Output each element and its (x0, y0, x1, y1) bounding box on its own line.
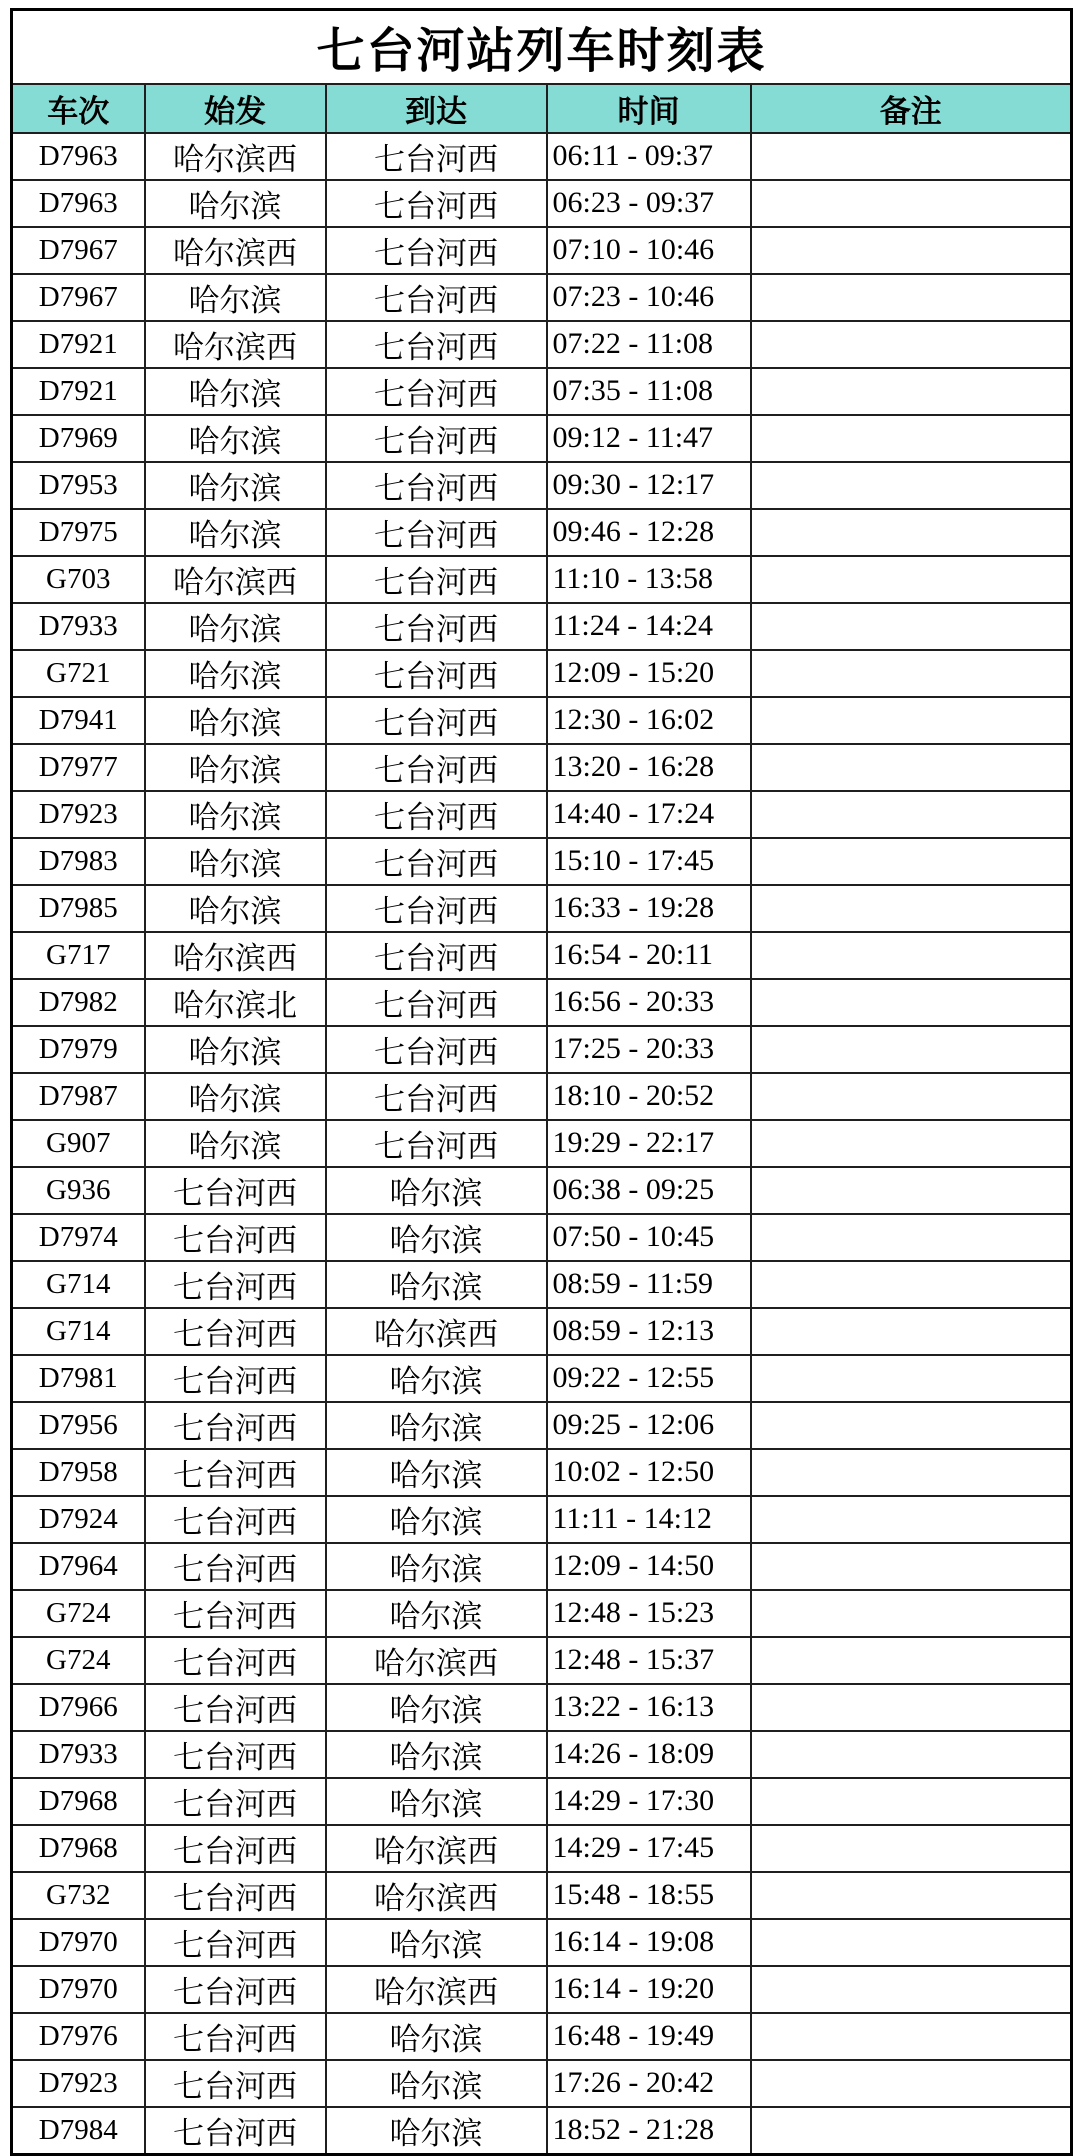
origin-station-cell: 哈尔滨 (145, 1026, 326, 1073)
origin-station-cell: 七台河西 (145, 1966, 326, 2013)
col-header-remark: 备注 (751, 84, 1072, 133)
time-range-cell: 16:33 - 19:28 (547, 885, 751, 932)
origin-station-cell: 七台河西 (145, 1872, 326, 1919)
table-row (12, 462, 1072, 509)
arrival-station-cell: 七台河西 (326, 180, 547, 227)
time-range-cell: 14:29 - 17:45 (547, 1825, 751, 1872)
table-row (12, 1872, 1072, 1919)
table-row (12, 791, 1072, 838)
time-range-cell: 17:26 - 20:42 (547, 2060, 751, 2107)
time-range-cell: 11:10 - 13:58 (547, 556, 751, 603)
time-range-cell: 14:40 - 17:24 (547, 791, 751, 838)
arrival-station-cell: 七台河西 (326, 509, 547, 556)
origin-station-cell: 七台河西 (145, 2107, 326, 2155)
origin-station-cell: 哈尔滨西 (145, 133, 326, 180)
train-number-cell: D7981 (12, 1355, 145, 1402)
time-range-cell: 09:22 - 12:55 (547, 1355, 751, 1402)
arrival-station-cell: 七台河西 (326, 1073, 547, 1120)
table-row (12, 1684, 1072, 1731)
table-row (12, 650, 1072, 697)
origin-station-cell: 哈尔滨西 (145, 321, 326, 368)
origin-station-cell: 哈尔滨西 (145, 556, 326, 603)
train-number-cell: D7969 (12, 415, 145, 462)
train-number-cell: G714 (12, 1308, 145, 1355)
origin-station-cell: 七台河西 (145, 1684, 326, 1731)
train-number-cell: G936 (12, 1167, 145, 1214)
arrival-station-cell: 七台河西 (326, 133, 547, 180)
remark-cell (751, 1402, 1072, 1449)
time-range-cell: 07:23 - 10:46 (547, 274, 751, 321)
arrival-station-cell: 哈尔滨 (326, 1402, 547, 1449)
arrival-station-cell: 哈尔滨西 (326, 1825, 547, 1872)
time-range-cell: 13:22 - 16:13 (547, 1684, 751, 1731)
time-range-cell: 10:02 - 12:50 (547, 1449, 751, 1496)
train-number-cell: D7967 (12, 274, 145, 321)
remark-cell (751, 1919, 1072, 1966)
train-number-cell: D7976 (12, 2013, 145, 2060)
remark-cell (751, 697, 1072, 744)
arrival-station-cell: 哈尔滨西 (326, 1637, 547, 1684)
remark-cell (751, 509, 1072, 556)
time-range-cell: 12:09 - 14:50 (547, 1543, 751, 1590)
table-row (12, 603, 1072, 650)
remark-cell (751, 1026, 1072, 1073)
time-range-cell: 16:14 - 19:08 (547, 1919, 751, 1966)
origin-station-cell: 七台河西 (145, 1449, 326, 1496)
remark-cell (751, 1214, 1072, 1261)
table-row (12, 180, 1072, 227)
table-row (12, 415, 1072, 462)
remark-cell (751, 133, 1072, 180)
remark-cell (751, 274, 1072, 321)
arrival-station-cell: 七台河西 (326, 227, 547, 274)
table-header-row (12, 84, 1072, 133)
train-number-cell: D7953 (12, 462, 145, 509)
train-number-cell: D7982 (12, 979, 145, 1026)
train-number-cell: D7963 (12, 180, 145, 227)
arrival-station-cell: 七台河西 (326, 791, 547, 838)
train-number-cell: D7963 (12, 133, 145, 180)
table-row (12, 1778, 1072, 1825)
arrival-station-cell: 哈尔滨 (326, 1167, 547, 1214)
time-range-cell: 11:11 - 14:12 (547, 1496, 751, 1543)
origin-station-cell: 七台河西 (145, 1825, 326, 1872)
train-number-cell: D7974 (12, 1214, 145, 1261)
remark-cell (751, 2107, 1072, 2155)
table-row (12, 556, 1072, 603)
train-number-cell: G724 (12, 1590, 145, 1637)
arrival-station-cell: 哈尔滨 (326, 1919, 547, 1966)
remark-cell (751, 1543, 1072, 1590)
table-row (12, 1590, 1072, 1637)
time-range-cell: 12:48 - 15:37 (547, 1637, 751, 1684)
origin-station-cell: 七台河西 (145, 1261, 326, 1308)
arrival-station-cell: 哈尔滨 (326, 1778, 547, 1825)
col-header-arrival: 到达 (326, 84, 547, 133)
origin-station-cell: 七台河西 (145, 1355, 326, 1402)
train-number-cell: D7923 (12, 791, 145, 838)
train-number-cell: D7977 (12, 744, 145, 791)
train-number-cell: D7921 (12, 321, 145, 368)
train-number-cell: D7923 (12, 2060, 145, 2107)
arrival-station-cell: 哈尔滨 (326, 1731, 547, 1778)
remark-cell (751, 1966, 1072, 2013)
remark-cell (751, 885, 1072, 932)
time-range-cell: 07:50 - 10:45 (547, 1214, 751, 1261)
title-row (12, 10, 1072, 84)
time-range-cell: 06:11 - 09:37 (547, 133, 751, 180)
remark-cell (751, 1825, 1072, 1872)
train-number-cell: G714 (12, 1261, 145, 1308)
origin-station-cell: 哈尔滨 (145, 415, 326, 462)
arrival-station-cell: 哈尔滨 (326, 1543, 547, 1590)
origin-station-cell: 七台河西 (145, 1214, 326, 1261)
origin-station-cell: 哈尔滨 (145, 509, 326, 556)
train-number-cell: G724 (12, 1637, 145, 1684)
origin-station-cell: 哈尔滨西 (145, 227, 326, 274)
remark-cell (751, 1449, 1072, 1496)
origin-station-cell: 哈尔滨 (145, 274, 326, 321)
train-number-cell: G703 (12, 556, 145, 603)
train-number-cell: G717 (12, 932, 145, 979)
remark-cell (751, 932, 1072, 979)
origin-station-cell: 七台河西 (145, 1543, 326, 1590)
table-row (12, 2060, 1072, 2107)
time-range-cell: 07:35 - 11:08 (547, 368, 751, 415)
table-row (12, 979, 1072, 1026)
remark-cell (751, 462, 1072, 509)
remark-cell (751, 838, 1072, 885)
table-row (12, 321, 1072, 368)
time-range-cell: 19:29 - 22:17 (547, 1120, 751, 1167)
col-header-time: 时间 (547, 84, 751, 133)
train-number-cell: D7984 (12, 2107, 145, 2155)
arrival-station-cell: 哈尔滨西 (326, 1966, 547, 2013)
table-row (12, 1919, 1072, 1966)
arrival-station-cell: 哈尔滨 (326, 1496, 547, 1543)
col-header-origin: 始发 (145, 84, 326, 133)
table-row (12, 1308, 1072, 1355)
train-number-cell: D7985 (12, 885, 145, 932)
arrival-station-cell: 哈尔滨 (326, 2013, 547, 2060)
page-title: 七台河站列车时刻表 (12, 10, 1072, 84)
origin-station-cell: 哈尔滨西 (145, 932, 326, 979)
table-row (12, 1543, 1072, 1590)
time-range-cell: 12:30 - 16:02 (547, 697, 751, 744)
time-range-cell: 16:56 - 20:33 (547, 979, 751, 1026)
time-range-cell: 09:30 - 12:17 (547, 462, 751, 509)
table-body (12, 133, 1072, 2155)
origin-station-cell: 七台河西 (145, 1167, 326, 1214)
table-row (12, 1637, 1072, 1684)
arrival-station-cell: 七台河西 (326, 274, 547, 321)
remark-cell (751, 321, 1072, 368)
origin-station-cell: 哈尔滨 (145, 1073, 326, 1120)
table-row (12, 2107, 1072, 2155)
remark-cell (751, 1496, 1072, 1543)
arrival-station-cell: 七台河西 (326, 603, 547, 650)
time-range-cell: 12:09 - 15:20 (547, 650, 751, 697)
table-row (12, 2013, 1072, 2060)
time-range-cell: 14:29 - 17:30 (547, 1778, 751, 1825)
train-number-cell: D7958 (12, 1449, 145, 1496)
remark-cell (751, 180, 1072, 227)
remark-cell (751, 650, 1072, 697)
time-range-cell: 06:23 - 09:37 (547, 180, 751, 227)
time-range-cell: 16:14 - 19:20 (547, 1966, 751, 2013)
train-timetable (10, 8, 1073, 2156)
origin-station-cell: 哈尔滨 (145, 650, 326, 697)
remark-cell (751, 1684, 1072, 1731)
origin-station-cell: 哈尔滨 (145, 1120, 326, 1167)
time-range-cell: 12:48 - 15:23 (547, 1590, 751, 1637)
train-number-cell: D7966 (12, 1684, 145, 1731)
origin-station-cell: 七台河西 (145, 2060, 326, 2107)
train-number-cell: D7941 (12, 697, 145, 744)
train-number-cell: D7983 (12, 838, 145, 885)
origin-station-cell: 哈尔滨 (145, 368, 326, 415)
table-row (12, 368, 1072, 415)
train-number-cell: G721 (12, 650, 145, 697)
remark-cell (751, 1590, 1072, 1637)
table-row (12, 838, 1072, 885)
arrival-station-cell: 七台河西 (326, 321, 547, 368)
arrival-station-cell: 哈尔滨 (326, 1214, 547, 1261)
origin-station-cell: 七台河西 (145, 1731, 326, 1778)
remark-cell (751, 556, 1072, 603)
time-range-cell: 18:52 - 21:28 (547, 2107, 751, 2155)
table-row (12, 1966, 1072, 2013)
train-number-cell: D7987 (12, 1073, 145, 1120)
train-number-cell: D7967 (12, 227, 145, 274)
train-number-cell: D7921 (12, 368, 145, 415)
time-range-cell: 14:26 - 18:09 (547, 1731, 751, 1778)
train-number-cell: G907 (12, 1120, 145, 1167)
table-row (12, 1261, 1072, 1308)
arrival-station-cell: 哈尔滨 (326, 1449, 547, 1496)
time-range-cell: 15:10 - 17:45 (547, 838, 751, 885)
table-row (12, 1026, 1072, 1073)
arrival-station-cell: 七台河西 (326, 744, 547, 791)
arrival-station-cell: 七台河西 (326, 1026, 547, 1073)
time-range-cell: 09:12 - 11:47 (547, 415, 751, 462)
remark-cell (751, 1355, 1072, 1402)
table-row (12, 274, 1072, 321)
arrival-station-cell: 七台河西 (326, 650, 547, 697)
remark-cell (751, 1872, 1072, 1919)
arrival-station-cell: 七台河西 (326, 462, 547, 509)
arrival-station-cell: 七台河西 (326, 556, 547, 603)
remark-cell (751, 791, 1072, 838)
remark-cell (751, 2013, 1072, 2060)
arrival-station-cell: 七台河西 (326, 885, 547, 932)
remark-cell (751, 1167, 1072, 1214)
origin-station-cell: 哈尔滨 (145, 462, 326, 509)
table-row (12, 744, 1072, 791)
time-range-cell: 15:48 - 18:55 (547, 1872, 751, 1919)
arrival-station-cell: 七台河西 (326, 979, 547, 1026)
arrival-station-cell: 哈尔滨西 (326, 1308, 547, 1355)
train-number-cell: D7970 (12, 1919, 145, 1966)
time-range-cell: 16:54 - 20:11 (547, 932, 751, 979)
time-range-cell: 06:38 - 09:25 (547, 1167, 751, 1214)
table-row (12, 1214, 1072, 1261)
table-row (12, 1073, 1072, 1120)
remark-cell (751, 744, 1072, 791)
origin-station-cell: 哈尔滨 (145, 603, 326, 650)
origin-station-cell: 哈尔滨 (145, 180, 326, 227)
remark-cell (751, 1637, 1072, 1684)
remark-cell (751, 1778, 1072, 1825)
remark-cell (751, 415, 1072, 462)
table-row (12, 1120, 1072, 1167)
arrival-station-cell: 哈尔滨 (326, 1684, 547, 1731)
origin-station-cell: 七台河西 (145, 1308, 326, 1355)
origin-station-cell: 哈尔滨 (145, 791, 326, 838)
origin-station-cell: 哈尔滨北 (145, 979, 326, 1026)
origin-station-cell: 哈尔滨 (145, 838, 326, 885)
train-number-cell: D7968 (12, 1778, 145, 1825)
time-range-cell: 09:25 - 12:06 (547, 1402, 751, 1449)
remark-cell (751, 1120, 1072, 1167)
remark-cell (751, 603, 1072, 650)
time-range-cell: 17:25 - 20:33 (547, 1026, 751, 1073)
train-number-cell: D7964 (12, 1543, 145, 1590)
time-range-cell: 09:46 - 12:28 (547, 509, 751, 556)
arrival-station-cell: 七台河西 (326, 838, 547, 885)
table-row (12, 1355, 1072, 1402)
arrival-station-cell: 七台河西 (326, 932, 547, 979)
arrival-station-cell: 哈尔滨 (326, 2060, 547, 2107)
table-row (12, 1496, 1072, 1543)
origin-station-cell: 七台河西 (145, 1919, 326, 1966)
train-number-cell: D7933 (12, 603, 145, 650)
origin-station-cell: 七台河西 (145, 1496, 326, 1543)
arrival-station-cell: 七台河西 (326, 368, 547, 415)
remark-cell (751, 368, 1072, 415)
time-range-cell: 07:10 - 10:46 (547, 227, 751, 274)
table-row (12, 1825, 1072, 1872)
table-row (12, 227, 1072, 274)
remark-cell (751, 1073, 1072, 1120)
remark-cell (751, 1308, 1072, 1355)
arrival-station-cell: 七台河西 (326, 415, 547, 462)
table-row (12, 885, 1072, 932)
time-range-cell: 08:59 - 12:13 (547, 1308, 751, 1355)
origin-station-cell: 七台河西 (145, 1402, 326, 1449)
remark-cell (751, 2060, 1072, 2107)
arrival-station-cell: 哈尔滨西 (326, 1872, 547, 1919)
train-number-cell: D7979 (12, 1026, 145, 1073)
train-number-cell: D7924 (12, 1496, 145, 1543)
time-range-cell: 07:22 - 11:08 (547, 321, 751, 368)
table-row (12, 697, 1072, 744)
origin-station-cell: 七台河西 (145, 1778, 326, 1825)
train-number-cell: D7970 (12, 1966, 145, 2013)
time-range-cell: 18:10 - 20:52 (547, 1073, 751, 1120)
remark-cell (751, 1261, 1072, 1308)
time-range-cell: 13:20 - 16:28 (547, 744, 751, 791)
remark-cell (751, 1731, 1072, 1778)
remark-cell (751, 979, 1072, 1026)
col-header-train: 车次 (12, 84, 145, 133)
table-row (12, 1449, 1072, 1496)
arrival-station-cell: 哈尔滨 (326, 2107, 547, 2155)
train-number-cell: D7933 (12, 1731, 145, 1778)
arrival-station-cell: 哈尔滨 (326, 1261, 547, 1308)
remark-cell (751, 227, 1072, 274)
arrival-station-cell: 哈尔滨 (326, 1590, 547, 1637)
origin-station-cell: 哈尔滨 (145, 697, 326, 744)
origin-station-cell: 哈尔滨 (145, 744, 326, 791)
arrival-station-cell: 七台河西 (326, 697, 547, 744)
origin-station-cell: 哈尔滨 (145, 885, 326, 932)
time-range-cell: 08:59 - 11:59 (547, 1261, 751, 1308)
table-row (12, 932, 1072, 979)
arrival-station-cell: 哈尔滨 (326, 1355, 547, 1402)
table-row (12, 509, 1072, 556)
time-range-cell: 16:48 - 19:49 (547, 2013, 751, 2060)
origin-station-cell: 七台河西 (145, 1637, 326, 1684)
train-number-cell: D7956 (12, 1402, 145, 1449)
table-row (12, 1167, 1072, 1214)
origin-station-cell: 七台河西 (145, 1590, 326, 1637)
table-row (12, 133, 1072, 180)
train-number-cell: D7968 (12, 1825, 145, 1872)
table-row (12, 1731, 1072, 1778)
table-row (12, 1402, 1072, 1449)
train-number-cell: D7975 (12, 509, 145, 556)
train-number-cell: G732 (12, 1872, 145, 1919)
arrival-station-cell: 七台河西 (326, 1120, 547, 1167)
time-range-cell: 11:24 - 14:24 (547, 603, 751, 650)
origin-station-cell: 七台河西 (145, 2013, 326, 2060)
